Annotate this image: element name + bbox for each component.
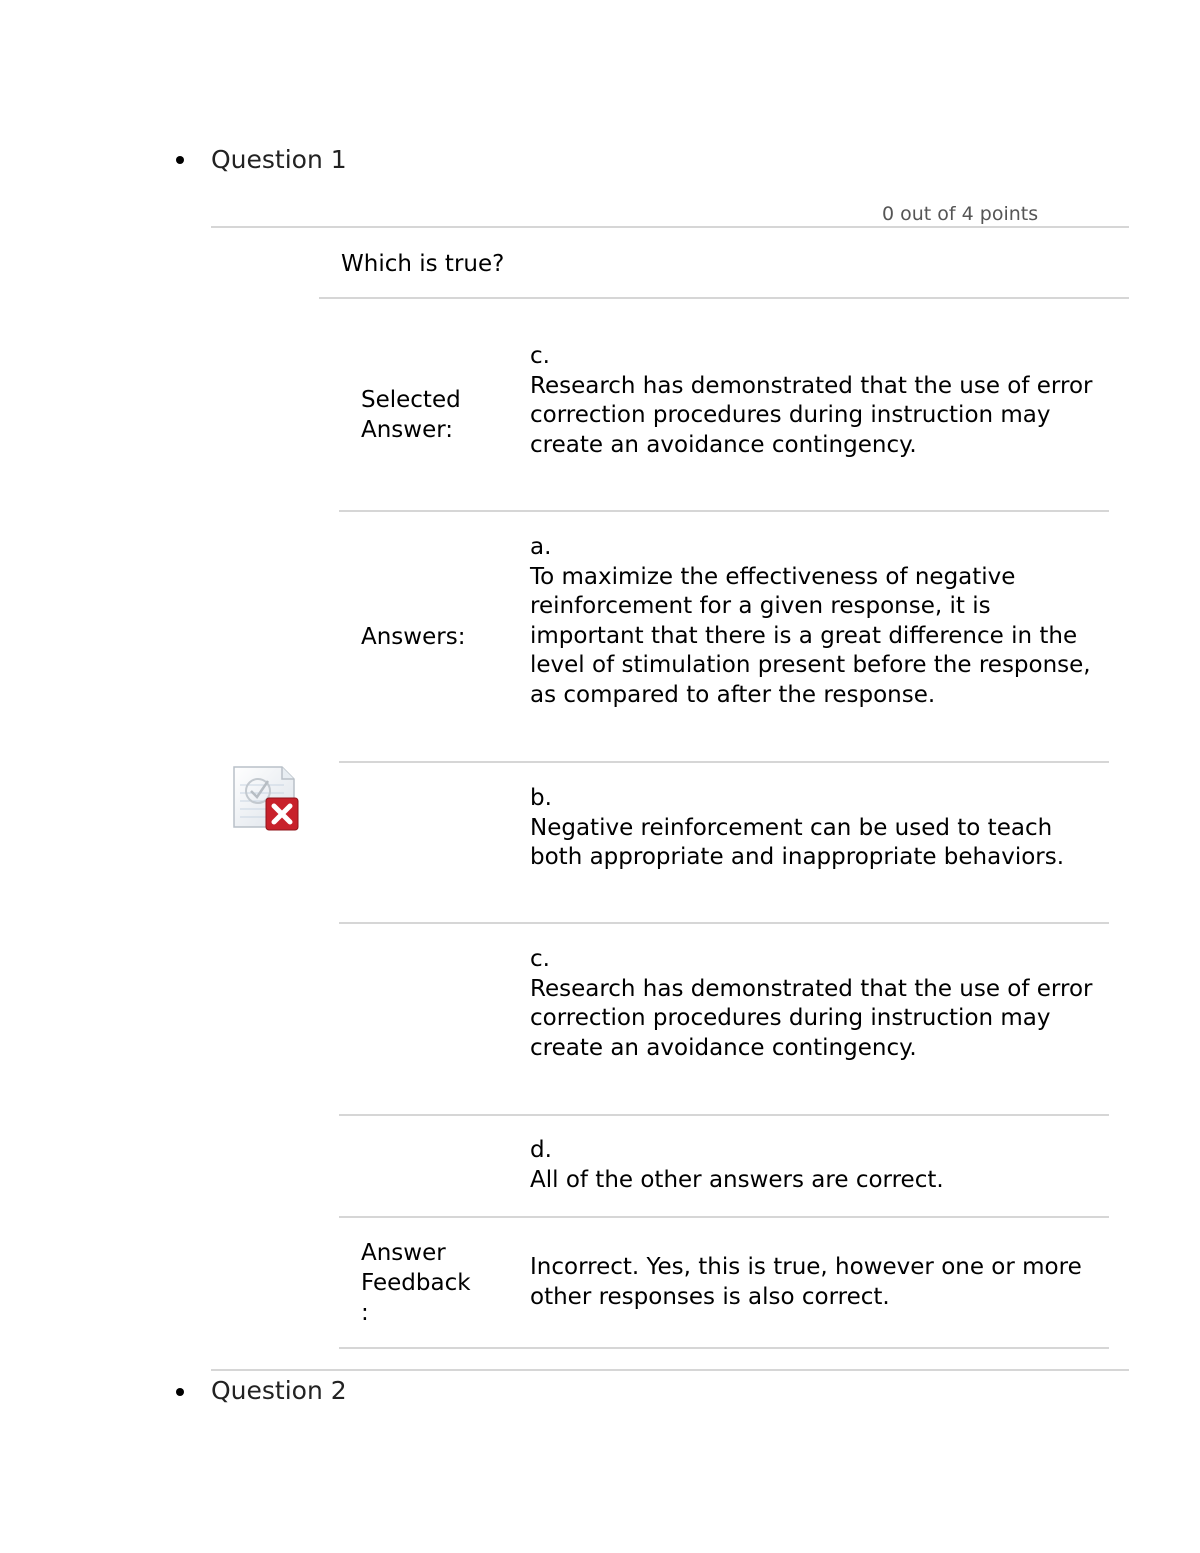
row-rule	[339, 1347, 1109, 1349]
question-separator	[211, 1369, 1129, 1371]
answer-option-d	[530, 1136, 1102, 1195]
prompt-rule	[319, 297, 1129, 299]
question-1-points: 0 out of 4 points	[882, 203, 1039, 225]
row-rule	[339, 1114, 1109, 1116]
answer-feedback	[530, 1253, 1102, 1312]
answer-option-a	[530, 533, 1102, 711]
question-1-top-rule	[211, 226, 1129, 228]
selected-answer	[530, 342, 1102, 460]
answer-text: Research has demonstrated that the use of error correction procedures during instruction may create an avoidance contingency.	[530, 975, 1093, 1061]
answer-option-c	[530, 945, 1102, 1063]
row-rule	[339, 922, 1109, 924]
question-2-title: Question 2	[211, 1376, 347, 1405]
question-1-bullet	[176, 156, 184, 164]
answer-feedback-label: Answer Feedback :	[361, 1240, 471, 1326]
row-rule	[339, 510, 1109, 512]
selected-answer-letter: c.	[530, 343, 550, 369]
answer-text: Negative reinforcement can be used to teach both appropriate and inappropriate behaviors.	[530, 814, 1065, 871]
selected-answer-text: Research has demonstrated that the use of error correction procedures during instruction may create an avoidance contingency.	[530, 372, 1093, 458]
question-1-prompt: Which is true?	[341, 251, 505, 277]
question-2-bullet	[176, 1388, 184, 1396]
answer-letter: a.	[530, 534, 552, 560]
answer-letter: c.	[530, 946, 550, 972]
answer-letter: d.	[530, 1137, 552, 1163]
row-rule	[339, 761, 1109, 763]
selected-answer-label: Selected Answer:	[361, 387, 461, 443]
answers-label: Answers:	[361, 624, 466, 650]
incorrect-icon	[232, 765, 302, 833]
answer-feedback-text: Incorrect. Yes, this is true, however one or more other responses is also correct.	[530, 1254, 1082, 1310]
answer-letter: b.	[530, 785, 552, 811]
answer-option-b	[530, 784, 1102, 873]
answer-text: To maximize the effectiveness of negative reinforcement for a given response, it is important that there is a great difference in the level of stimulation present before the response, as compared to after the response.	[530, 563, 1091, 708]
row-rule	[339, 1216, 1109, 1218]
answer-text: All of the other answers are correct.	[530, 1166, 944, 1193]
question-1-title: Question 1	[211, 145, 347, 174]
